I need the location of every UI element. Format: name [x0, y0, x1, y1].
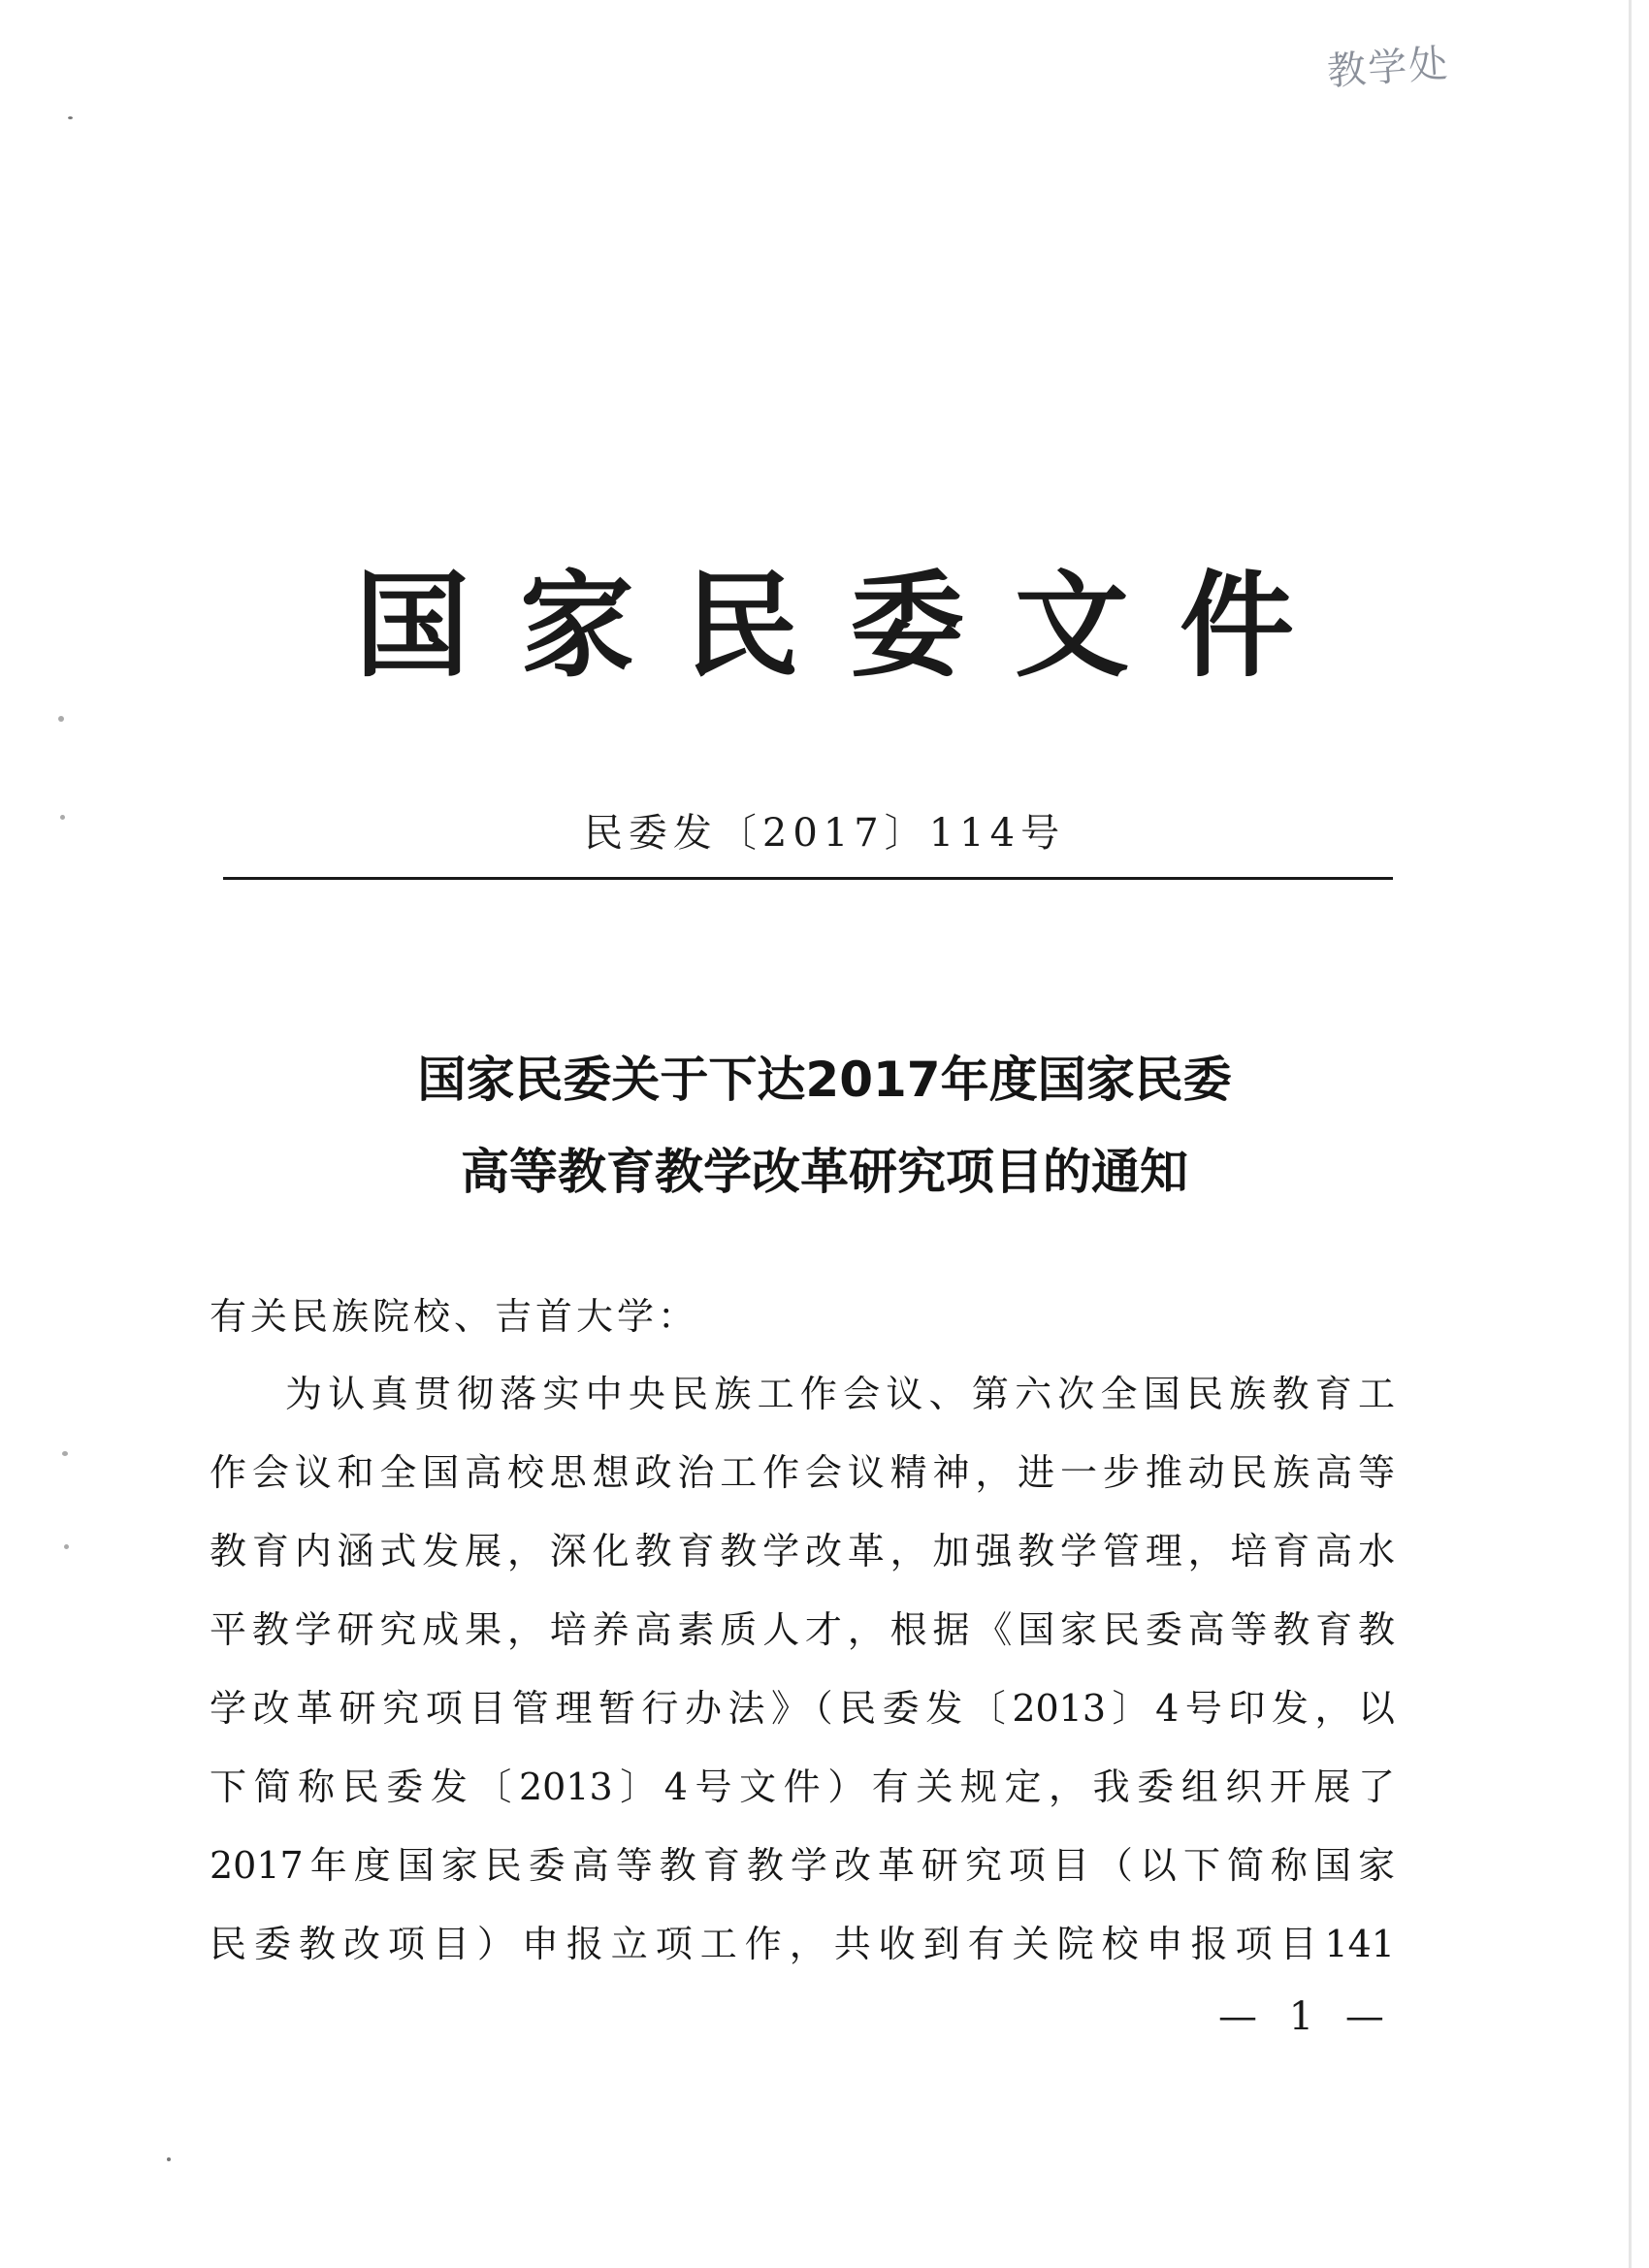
- scan-speck: [62, 1451, 68, 1456]
- scan-speck: [68, 116, 73, 119]
- handwritten-note: 教学处: [1325, 41, 1451, 95]
- body-line-3: 教育内涵式发展，深化教育教学改革，加强教学管理，培育高水: [210, 1530, 1395, 1572]
- scan-speck: [58, 716, 64, 722]
- body-line-1: 为认真贯彻落实中央民族工作会议、第六次全国民族教育工: [285, 1373, 1395, 1415]
- body-line-6: 下简称民委发〔2013〕4号文件）有关规定，我委组织开展了: [210, 1766, 1395, 1808]
- notice-title-line-2: 高等教育教学改革研究项目的通知: [461, 1144, 1188, 1200]
- scan-speck: [60, 815, 65, 820]
- body-line-4: 平教学研究成果，培养高素质人才，根据《国家民委高等教育教: [210, 1608, 1395, 1651]
- body-line-5: 学改革研究项目管理暂行办法》（民委发〔2013〕4号印发，以: [210, 1687, 1395, 1730]
- page-number: — 1 —: [1218, 1994, 1394, 2039]
- header-divider: [223, 877, 1393, 880]
- notice-title-line-1: 国家民委关于下达2017年度国家民委: [417, 1052, 1232, 1108]
- body-line-8: 民委教改项目）申报立项工作，共收到有关院校申报项目141: [210, 1923, 1395, 1965]
- scan-speck: [167, 2157, 171, 2161]
- body-line-7: 2017年度国家民委高等教育教学改革研究项目（以下简称国家: [210, 1844, 1395, 1887]
- addressee: 有关民族院校、吉首大学：: [210, 1295, 699, 1338]
- document-number: 民委发〔2017〕114号: [583, 811, 1066, 856]
- scan-speck: [64, 1544, 69, 1549]
- body-line-2: 作会议和全国高校思想政治工作会议精神，进一步推动民族高等: [210, 1451, 1395, 1494]
- document-header: 国家民委文件: [354, 559, 1344, 693]
